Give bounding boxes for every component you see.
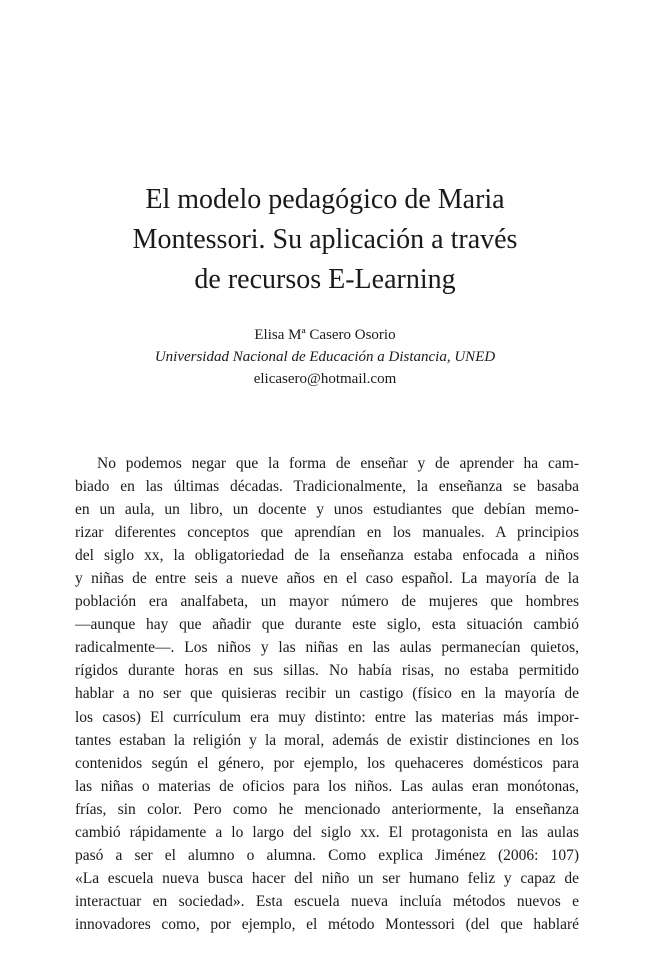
body-line: radicalmente—. Los niños y las niñas en las aulas permanecían quietos, (75, 639, 579, 657)
title-line: El modelo pedagógico de Maria (145, 184, 505, 215)
body-line: pasó a ser el alumno o alumna. Como explica Jiménez (2006: 107) (75, 846, 579, 864)
body-line: frías, sin color. Pero como he mencionado anteriormente, la enseñanza (75, 800, 579, 818)
author-affiliation: Universidad Nacional de Educación a Distancia, UNED (154, 349, 496, 365)
body-line: innovadores como, por ejemplo, el método Montessori (del que hablaré (75, 915, 579, 933)
body-line: y niñas de entre seis a nueve años en el caso español. La mayoría de la (75, 570, 579, 588)
body-line: las niñas o materias de oficios para los niños. Las aulas eran monótonas, (75, 777, 579, 795)
body-line: en un aula, un libro, un docente y unos estudiantes que debían memo- (75, 501, 579, 519)
body-line: rizar diferentes conceptos que aprendían en los manuales. A principios (75, 524, 579, 542)
chapter-title (60, 180, 590, 300)
body-line: «La escuela nueva busca hacer del niño un ser humano feliz y capaz de (75, 869, 579, 887)
body-line: rígidos durante horas en sus sillas. No había risas, no estaba permitido (75, 662, 579, 680)
body-line: —aunque hay que añadir que durante este siglo, esta situación cambió (75, 616, 579, 634)
title-line: Montessori. Su aplicación a través (132, 224, 518, 255)
body-line: interactuar en sociedad». Esta escuela nueva incluía métodos nuevos e (75, 892, 579, 910)
body-line: No podemos negar que la forma de enseñar y de aprender ha cam- (97, 455, 579, 472)
body-line: población era analfabeta, un mayor número de mujeres que hombres (75, 593, 579, 611)
body-line: cambió rápidamente a lo largo del siglo xx. El protagonista en las aulas (75, 823, 579, 841)
author-name: Elisa Mª Casero Osorio (254, 327, 396, 343)
body-paragraph (75, 452, 579, 936)
author-block (60, 324, 590, 390)
body-line: hablar a no ser que quisieras recibir un castigo (físico en la mayoría de (75, 685, 579, 703)
author-email: elicasero@hotmail.com (253, 371, 397, 387)
body-line: tantes estaban la religión y la moral, además de existir distinciones en los (75, 731, 579, 749)
body-line: biado en las últimas décadas. Tradicionalmente, la enseñanza se basaba (75, 478, 579, 496)
body-line: los casos) El currículum era muy distinto: entre las materias más impor- (75, 708, 579, 726)
body-line: contenidos según el género, por ejemplo, los quehaceres domésticos para (75, 754, 579, 772)
title-line: de recursos E-Learning (194, 264, 456, 295)
body-line: del siglo xx, la obligatoriedad de la enseñanza estaba enfocada a niños (75, 547, 579, 565)
